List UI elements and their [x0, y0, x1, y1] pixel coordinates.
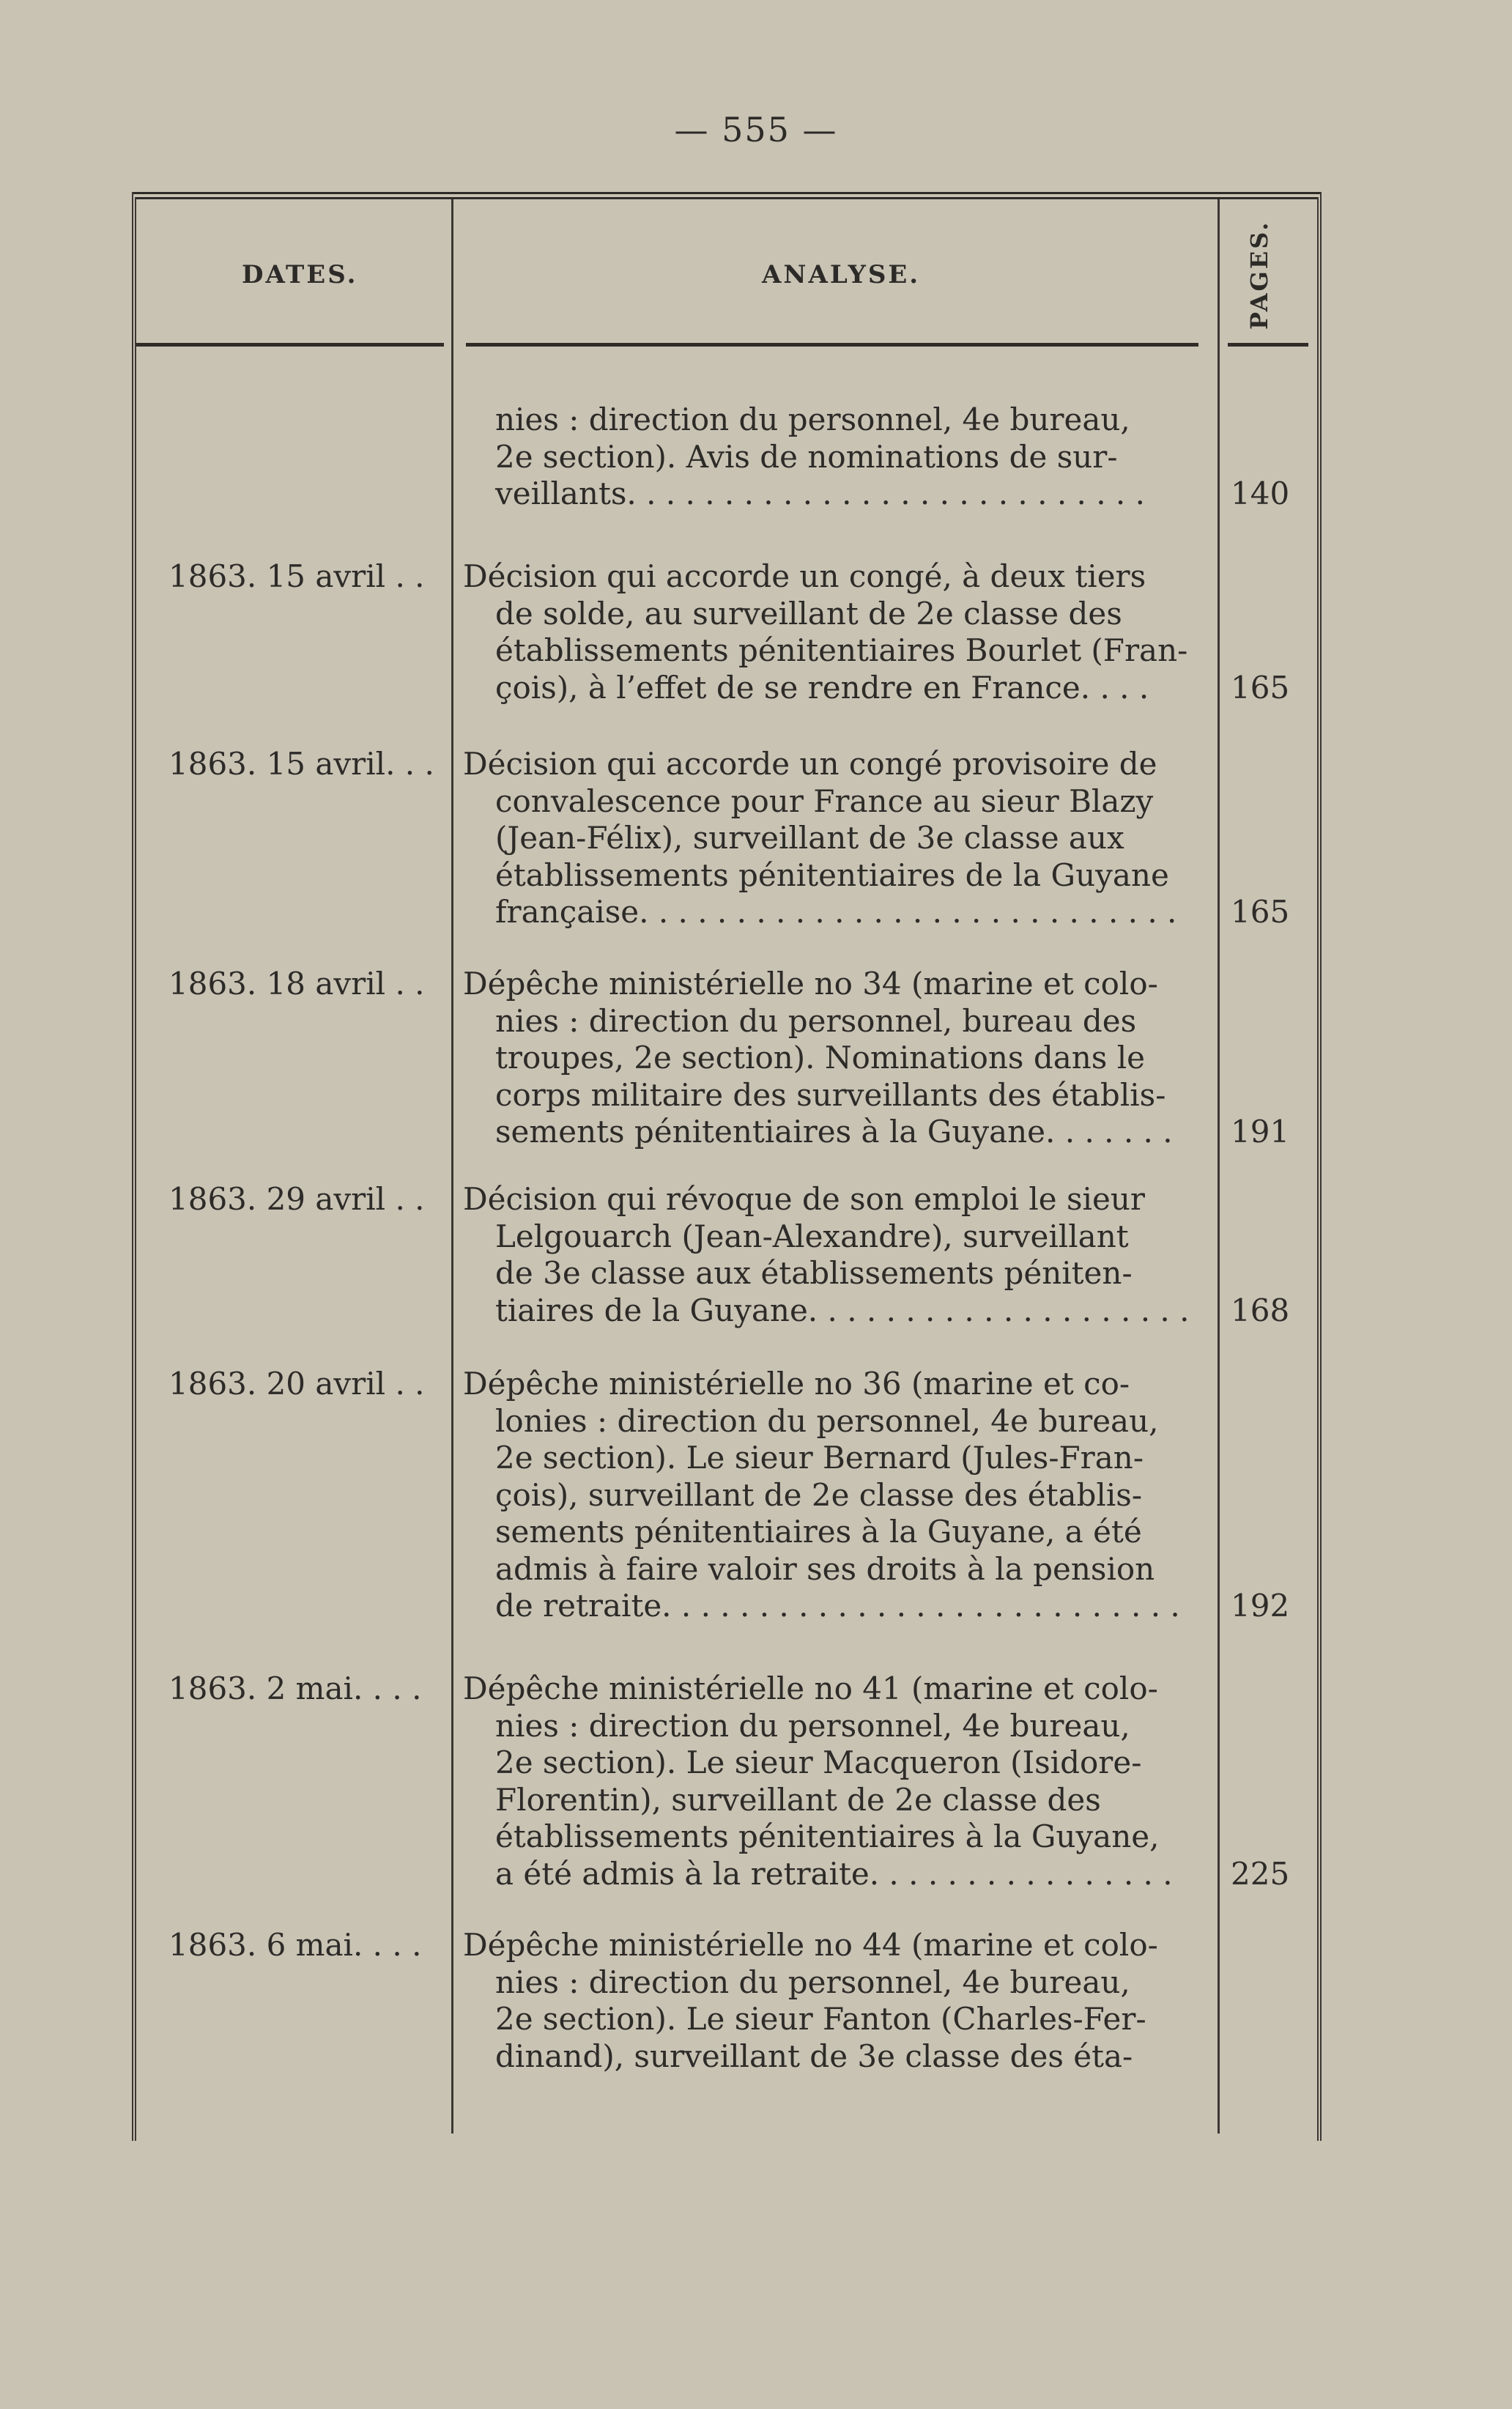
page-number: — 555 —	[674, 110, 838, 149]
analysis-line: de solde, au surveillant de 2e classe des	[495, 595, 1122, 632]
header-pages: PAGES.	[1245, 220, 1273, 330]
analysis-line: Décision qui révoque de son emploi le sieur	[463, 1181, 1145, 1217]
entry-date: 1863. 15 avril . .	[168, 558, 425, 594]
analysis-line: Dépêche ministérielle no 34 (marine et colo-	[463, 966, 1158, 1002]
analysis-line: française. . . . . . . . . . . . . . . . . . . . . . . . . . . .	[495, 894, 1177, 930]
analysis-line: (Jean-Félix), surveillant de 3e classe aux	[495, 820, 1124, 856]
analysis-line: Dépêche ministérielle no 44 (marine et colo-	[463, 1927, 1158, 1963]
entry-page-number: 168	[1231, 1292, 1290, 1328]
analysis-line: nies : direction du personnel, bureau des	[495, 1002, 1137, 1039]
analysis-line: sements pénitentiaires à la Guyane, a été	[495, 1514, 1142, 1550]
analysis-line: établissements pénitentiaires de la Guyane	[495, 856, 1169, 893]
analysis-line: 2e section). Avis de nominations de sur-	[495, 438, 1118, 475]
entry-analysis	[463, 402, 1203, 513]
analysis-line: Décision qui accorde un congé provisoire de	[463, 746, 1157, 782]
analysis-line: établissements pénitentiaires Bourlet (Fran-	[495, 632, 1188, 668]
entry-date: 1863. 18 avril . .	[168, 966, 425, 1002]
analysis-line: 2e section). Le sieur Bernard (Jules-Fran-	[495, 1440, 1144, 1476]
entry-analysis	[463, 558, 1203, 706]
header-rule-dates	[136, 343, 444, 347]
analysis-line: lonies : direction du personnel, 4e bureau,	[495, 1402, 1159, 1439]
entry-analysis	[463, 966, 1203, 1151]
analysis-line: Dépêche ministérielle no 36 (marine et co-	[463, 1366, 1130, 1402]
header-rule-pages	[1228, 343, 1308, 347]
header-dates: DATES.	[242, 260, 358, 289]
analysis-line: troupes, 2e section). Nominations dans le	[495, 1040, 1145, 1076]
entry-date: 1863. 6 mai. . . .	[168, 1927, 422, 1963]
entry-analysis	[463, 1927, 1203, 2075]
analysis-line: établissements pénitentiaires à la Guyane,	[495, 1818, 1160, 1854]
entry-date: 1863. 2 mai. . . .	[168, 1670, 422, 1706]
analysis-line: dinand), surveillant de 3e classe des éta-	[495, 2038, 1133, 2074]
analysis-line: admis à faire valoir ses droits à la pension	[495, 1550, 1155, 1587]
column-divider-dates	[451, 199, 453, 2134]
analysis-line: veillants. . . . . . . . . . . . . . . . . . . . . . . . . . .	[495, 475, 1145, 511]
header-analyse: ANALYSE.	[762, 260, 921, 289]
entry-page-number: 192	[1231, 1588, 1290, 1624]
analysis-line: nies : direction du personnel, 4e bureau,	[495, 402, 1130, 437]
column-divider-pages	[1218, 199, 1220, 2134]
analysis-line: Florentin), surveillant de 2e classe des	[495, 1781, 1101, 1818]
analysis-line: çois), surveillant de 2e classe des établis-	[495, 1476, 1143, 1513]
analysis-line: a été admis à la retraite. . . . . . . . . . . . . . . .	[495, 1855, 1173, 1892]
analysis-line: tiaires de la Guyane. . . . . . . . . . . . . . . . . . . .	[495, 1292, 1190, 1328]
analysis-line: nies : direction du personnel, 4e bureau,	[495, 1964, 1130, 2000]
analysis-line: 2e section). Le sieur Fanton (Charles-Fer-	[495, 2001, 1146, 2037]
entry-analysis	[463, 746, 1203, 931]
analysis-line: de 3e classe aux établissements péniten-	[495, 1255, 1133, 1291]
entry-page-number: 165	[1231, 894, 1290, 930]
analysis-line: çois), à l’effet de se rendre en France. . . .	[495, 669, 1149, 706]
analysis-line: convalescence pour France au sieur Blazy	[495, 782, 1154, 819]
analysis-line: corps militaire des surveillants des établis-	[495, 1076, 1166, 1113]
entry-analysis	[463, 1181, 1203, 1329]
entry-page-number: 165	[1231, 669, 1290, 706]
entry-page-number: 191	[1231, 1114, 1290, 1150]
entry-page-number: 140	[1231, 475, 1290, 511]
analysis-line: nies : direction du personnel, 4e bureau,	[495, 1707, 1130, 1744]
header-rule-analyse	[466, 343, 1198, 347]
analysis-line: de retraite. . . . . . . . . . . . . . . . . . . . . . . . . . .	[495, 1588, 1180, 1624]
analysis-line: Lelgouarch (Jean-Alexandre), surveillant	[495, 1218, 1129, 1254]
entry-date: 1863. 29 avril . .	[168, 1181, 425, 1217]
entry-analysis	[463, 1670, 1203, 1892]
entry-date: 1863. 20 avril . .	[168, 1366, 425, 1402]
entry-page-number: 225	[1231, 1855, 1290, 1892]
entry-date: 1863. 15 avril. . .	[168, 746, 434, 782]
analysis-line: 2e section). Le sieur Macqueron (Isidore-	[495, 1744, 1142, 1780]
analysis-line: sements pénitentiaires à la Guyane. . . . . . .	[495, 1114, 1173, 1150]
entry-analysis	[463, 1366, 1203, 1625]
analysis-line: Dépêche ministérielle no 41 (marine et colo-	[463, 1670, 1158, 1706]
analysis-line: Décision qui accorde un congé, à deux tiers	[463, 558, 1146, 594]
